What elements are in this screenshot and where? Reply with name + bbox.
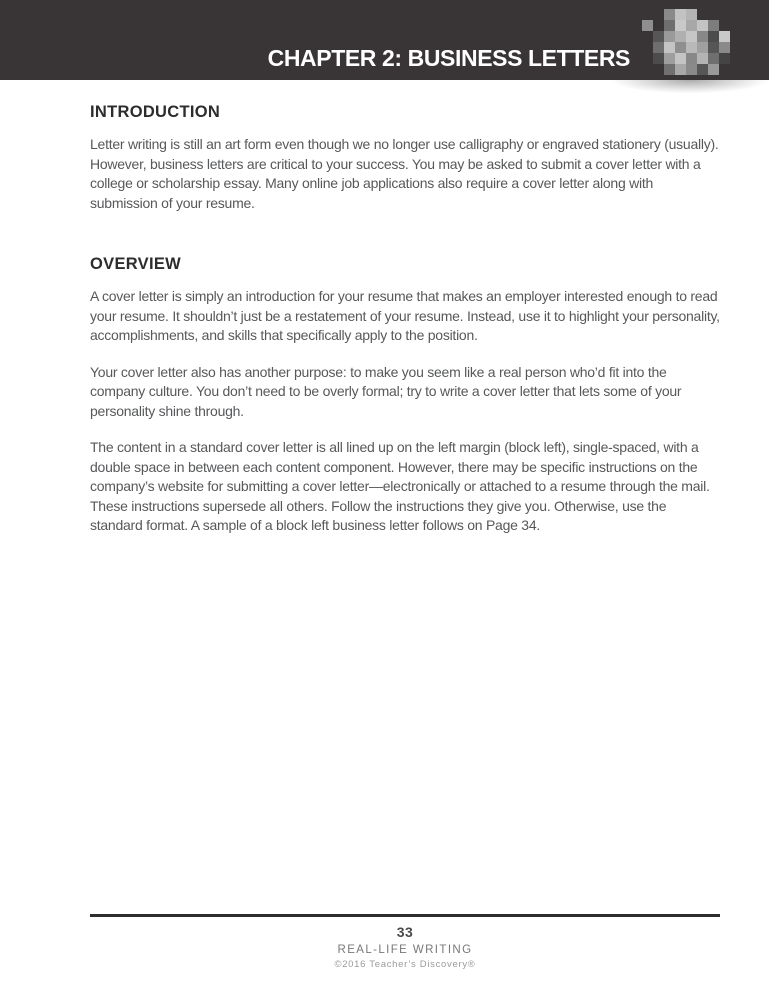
- footer-copyright: ©2016 Teacher’s Discovery®: [334, 959, 476, 970]
- publisher-logo-pixelated-icon: [642, 9, 741, 75]
- overview-paragraph-2: Your cover letter also has another purpose: to make you seem like a real person who’d fit into the company culture. You don’t need to be overly formal; try to write a cover letter that lets some of your personality shine through.: [90, 363, 682, 419]
- page-footer: [0, 914, 769, 970]
- section-heading-introduction: INTRODUCTION: [90, 103, 221, 121]
- overview-paragraph-3: The content in a standard cover letter is all lined up on the left margin (block left), single-spaced, with a double space in between each content component. However, there may be specific instructions on the company’s website for submitting a cover letter—electronically or attached to a resume through the mail. These instructions supersede all others. Follow the instructions they give you. Otherwise, use the standard format. A sample of a block left business letter follows on Page 34.: [90, 439, 710, 533]
- chapter-header-bar: [0, 0, 769, 80]
- footer-rule: [90, 914, 720, 917]
- section-heading-overview: OVERVIEW: [90, 255, 182, 273]
- page-number: 33: [396, 924, 414, 940]
- chapter-title: CHAPTER 2: BUSINESS LETTERS: [267, 45, 630, 71]
- page-content: [0, 80, 769, 536]
- footer-book-title: REAL-LIFE WRITING: [337, 944, 473, 956]
- overview-paragraph-1: A cover letter is simply an introduction for your resume that makes an employer interested enough to read your resume. It shouldn’t just be a restatement of your resume. Instead, use it to highlight your personality, accomplishments, and skills that specifically apply to the position.: [90, 288, 720, 343]
- introduction-paragraph-1: Letter writing is still an art form even though we no longer use calligraphy or engraved stationery (usually). However, business letters are critical to your success. You may be asked to submit a cover letter with a college or scholarship essay. Many online job applications also require a cover letter along with submission of your resume.: [90, 136, 719, 211]
